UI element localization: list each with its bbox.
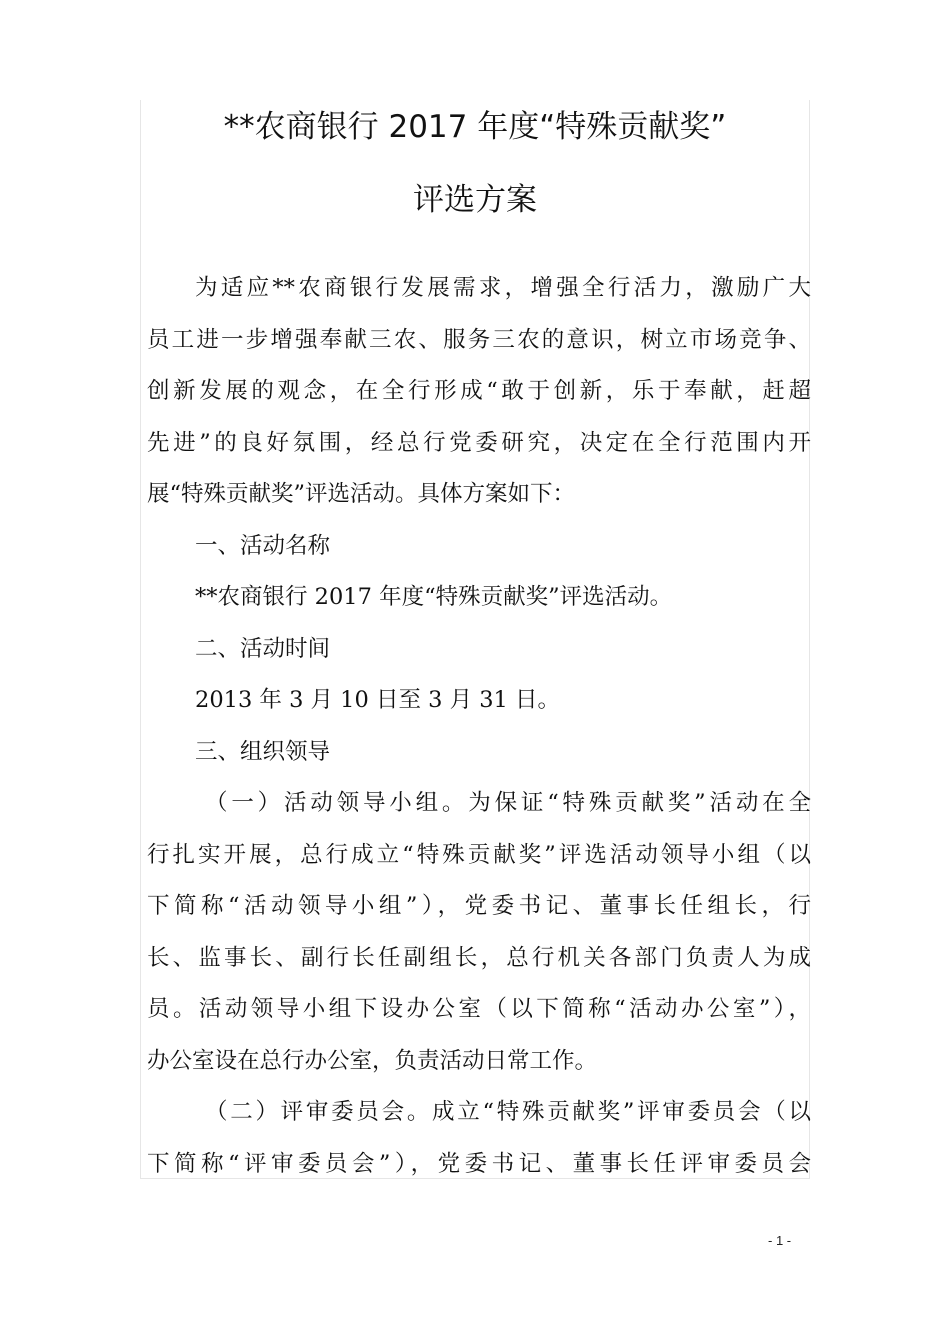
page-number: - 1 - [768, 1233, 792, 1248]
section-heading: 一、活动名称 [195, 532, 331, 559]
document-title-line2: 评选方案 [413, 182, 537, 218]
document-title: **农商银行 2017 年度“特殊贡献奖” [223, 109, 727, 145]
paragraph-line: 员。活动领导小组下设办公室（以下简称“活动办公室”）， [147, 996, 811, 1022]
paragraph-line: 2013 年 3 月 10 日至 3 月 31 日。 [195, 687, 561, 713]
paragraph-line: 创新发展的观念，在全行形成“敢于创新，乐于奉献，赶超 [147, 378, 811, 404]
section-heading: 二、活动时间 [195, 635, 331, 662]
paragraph-line: 办公室设在总行办公室，负责活动日常工作。 [147, 1047, 598, 1074]
paragraph-line: 下简称“活动领导小组”），党委书记、董事长任组长，行 [147, 893, 811, 919]
paragraph-line: 行扎实开展，总行成立“特殊贡献奖”评选活动领导小组（以 [147, 841, 811, 868]
paragraph-line: 展“特殊贡献奖”评选活动。具体方案如下： [147, 481, 576, 507]
paragraph-line: （一）活动领导小组。为保证“特殊贡献奖”活动在全 [205, 790, 811, 816]
section-heading: 三、组织领导 [195, 738, 331, 765]
paragraph-line: 先进”的良好氛围，经总行党委研究，决定在全行范围内开 [147, 429, 811, 456]
paragraph-line: 为适应**农商银行发展需求，增强全行活力，激励广大 [195, 275, 811, 301]
paragraph-line: 员工进一步增强奉献三农、服务三农的意识，树立市场竞争、 [147, 326, 811, 353]
paragraph-line: 下简称“评审委员会”），党委书记、董事长任评审委员会 [147, 1150, 811, 1177]
document-body [147, 263, 811, 1190]
paragraph-line: 长、监事长、副行长任副组长，总行机关各部门负责人为成 [147, 944, 811, 971]
paragraph-line: （二）评审委员会。成立“特殊贡献奖”评审委员会（以 [205, 1099, 811, 1125]
paragraph-line: **农商银行 2017 年度“特殊贡献奖”评选活动。 [195, 584, 673, 610]
